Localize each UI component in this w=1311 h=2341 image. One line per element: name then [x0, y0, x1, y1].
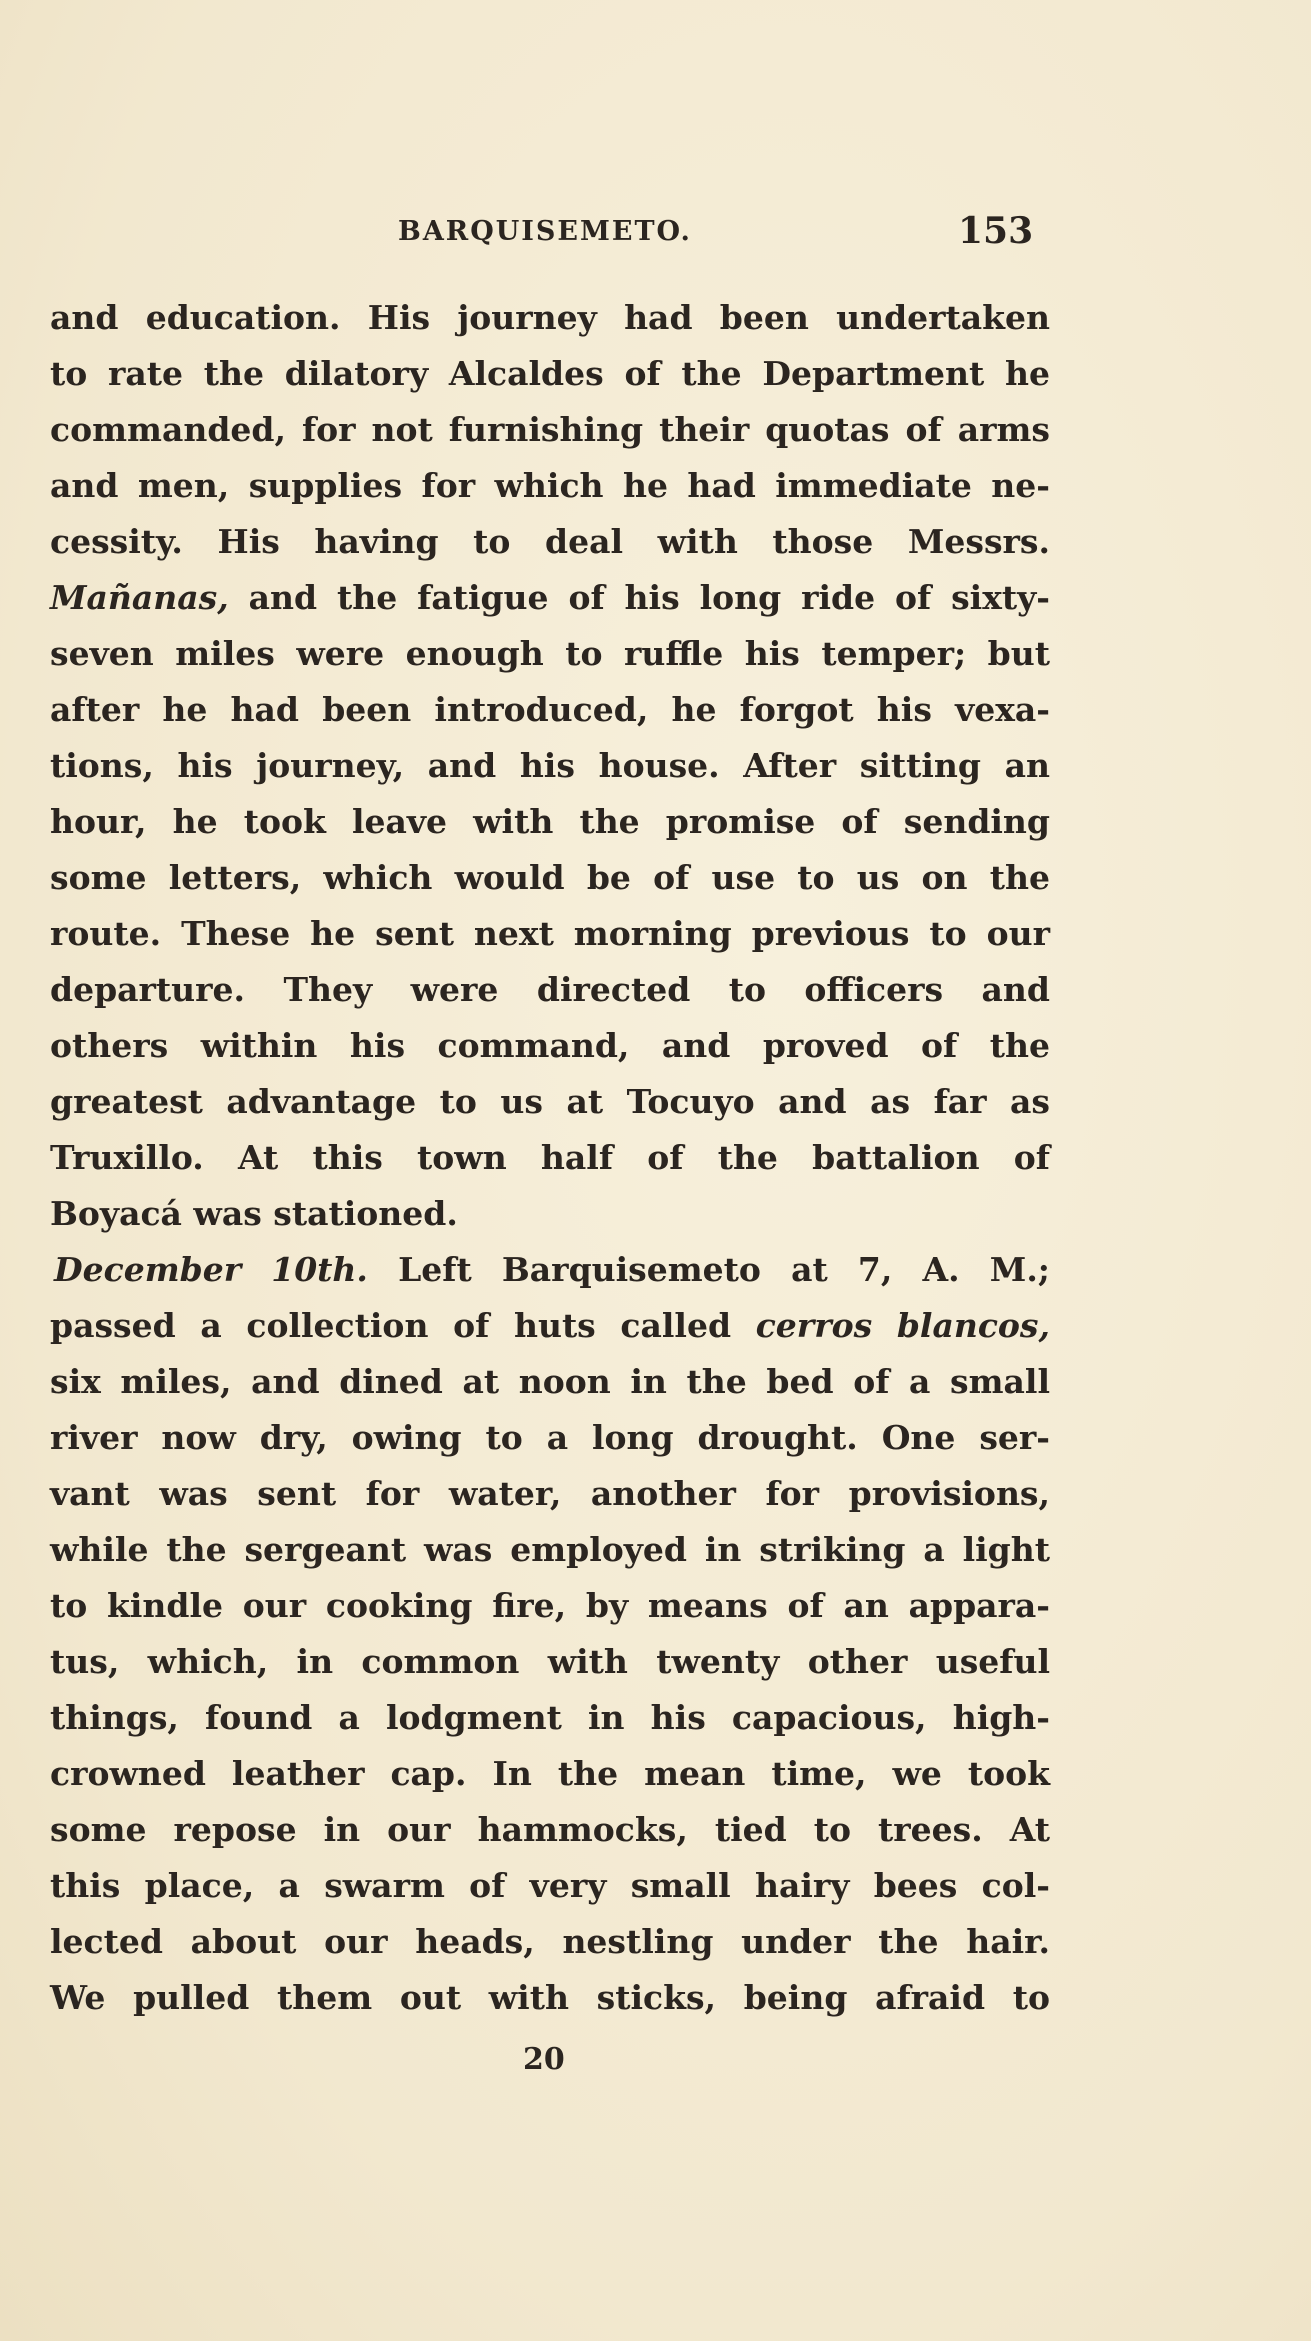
text-line: vant was sent for water, another for provisions, [50, 1474, 1050, 1513]
text-line: river now dry, owing to a long drought. One ser- [50, 1418, 1050, 1457]
text-line: while the sergeant was employed in striking a light [50, 1530, 1050, 1569]
text-line: some letters, which would be of use to us on the [50, 858, 1050, 897]
text-line-start: passed a collection of huts called [50, 1306, 732, 1345]
text-line: greatest advantage to us at Tocuyo and as far as [50, 1082, 1050, 1121]
text-line: six miles, and dined at noon in the bed of a small [50, 1362, 1050, 1401]
italic-date: December 10th. [54, 1250, 368, 1289]
text-line: lected about our heads, nestling under the hair. [50, 1922, 1050, 1961]
text-line [50, 1242, 1050, 1298]
text-line: to kindle our cooking fire, by means of an appara- [50, 1586, 1050, 1625]
text-line: Truxillo. At this town half of the battalion of [50, 1138, 1050, 1177]
text-line: We pulled them out with sticks, being afraid to [50, 1978, 1050, 2017]
running-head: BARQUISEMETO. [398, 216, 692, 247]
page-header [0, 210, 1311, 256]
text-line-rest: Left Barquisemeto at 7, A. M.; [398, 1250, 1050, 1289]
text-line: this place, a swarm of very small hairy bees col- [50, 1866, 1050, 1905]
italic-cerros: cerros blancos, [755, 1306, 1050, 1345]
text-line: commanded, for not furnishing their quotas of arms [50, 410, 1050, 449]
text-line: Boyacá was stationed. [50, 1194, 458, 1233]
text-line: tus, which, in common with twenty other useful [50, 1642, 1050, 1681]
text-line: things, found a lodgment in his capacious, high- [50, 1698, 1050, 1737]
text-line: and men, supplies for which he had immediate ne- [50, 466, 1050, 505]
italic-mananas: Mañanas, [50, 578, 229, 617]
text-line: and education. His journey had been undertaken [50, 298, 1050, 337]
text-line: crowned leather cap. In the mean time, we took [50, 1754, 1050, 1793]
text-line: departure. They were directed to officers and [50, 970, 1050, 1009]
text-line: route. These he sent next morning previous to our [50, 914, 1050, 953]
text-line: hour, he took leave with the promise of sending [50, 802, 1050, 841]
text-line: some repose in our hammocks, tied to trees. At [50, 1810, 1050, 1849]
text-line: after he had been introduced, he forgot his vexa- [50, 690, 1050, 729]
text-line: to rate the dilatory Alcaldes of the Department he [50, 354, 1050, 393]
body-text [50, 290, 1050, 2026]
signature-mark: 20 [523, 2042, 565, 2077]
text-line: tions, his journey, and his house. After sitting an [50, 746, 1050, 785]
text-line-rest: and the fatigue of his long ride of sixty- [248, 578, 1050, 617]
text-line: seven miles were enough to ruffle his temper; but [50, 634, 1050, 673]
text-line [50, 570, 1050, 626]
text-line: cessity. His having to deal with those Messrs. [50, 522, 1050, 561]
text-line [50, 1298, 1050, 1354]
page-number: 153 [958, 210, 1034, 252]
text-line: others within his command, and proved of the [50, 1026, 1050, 1065]
